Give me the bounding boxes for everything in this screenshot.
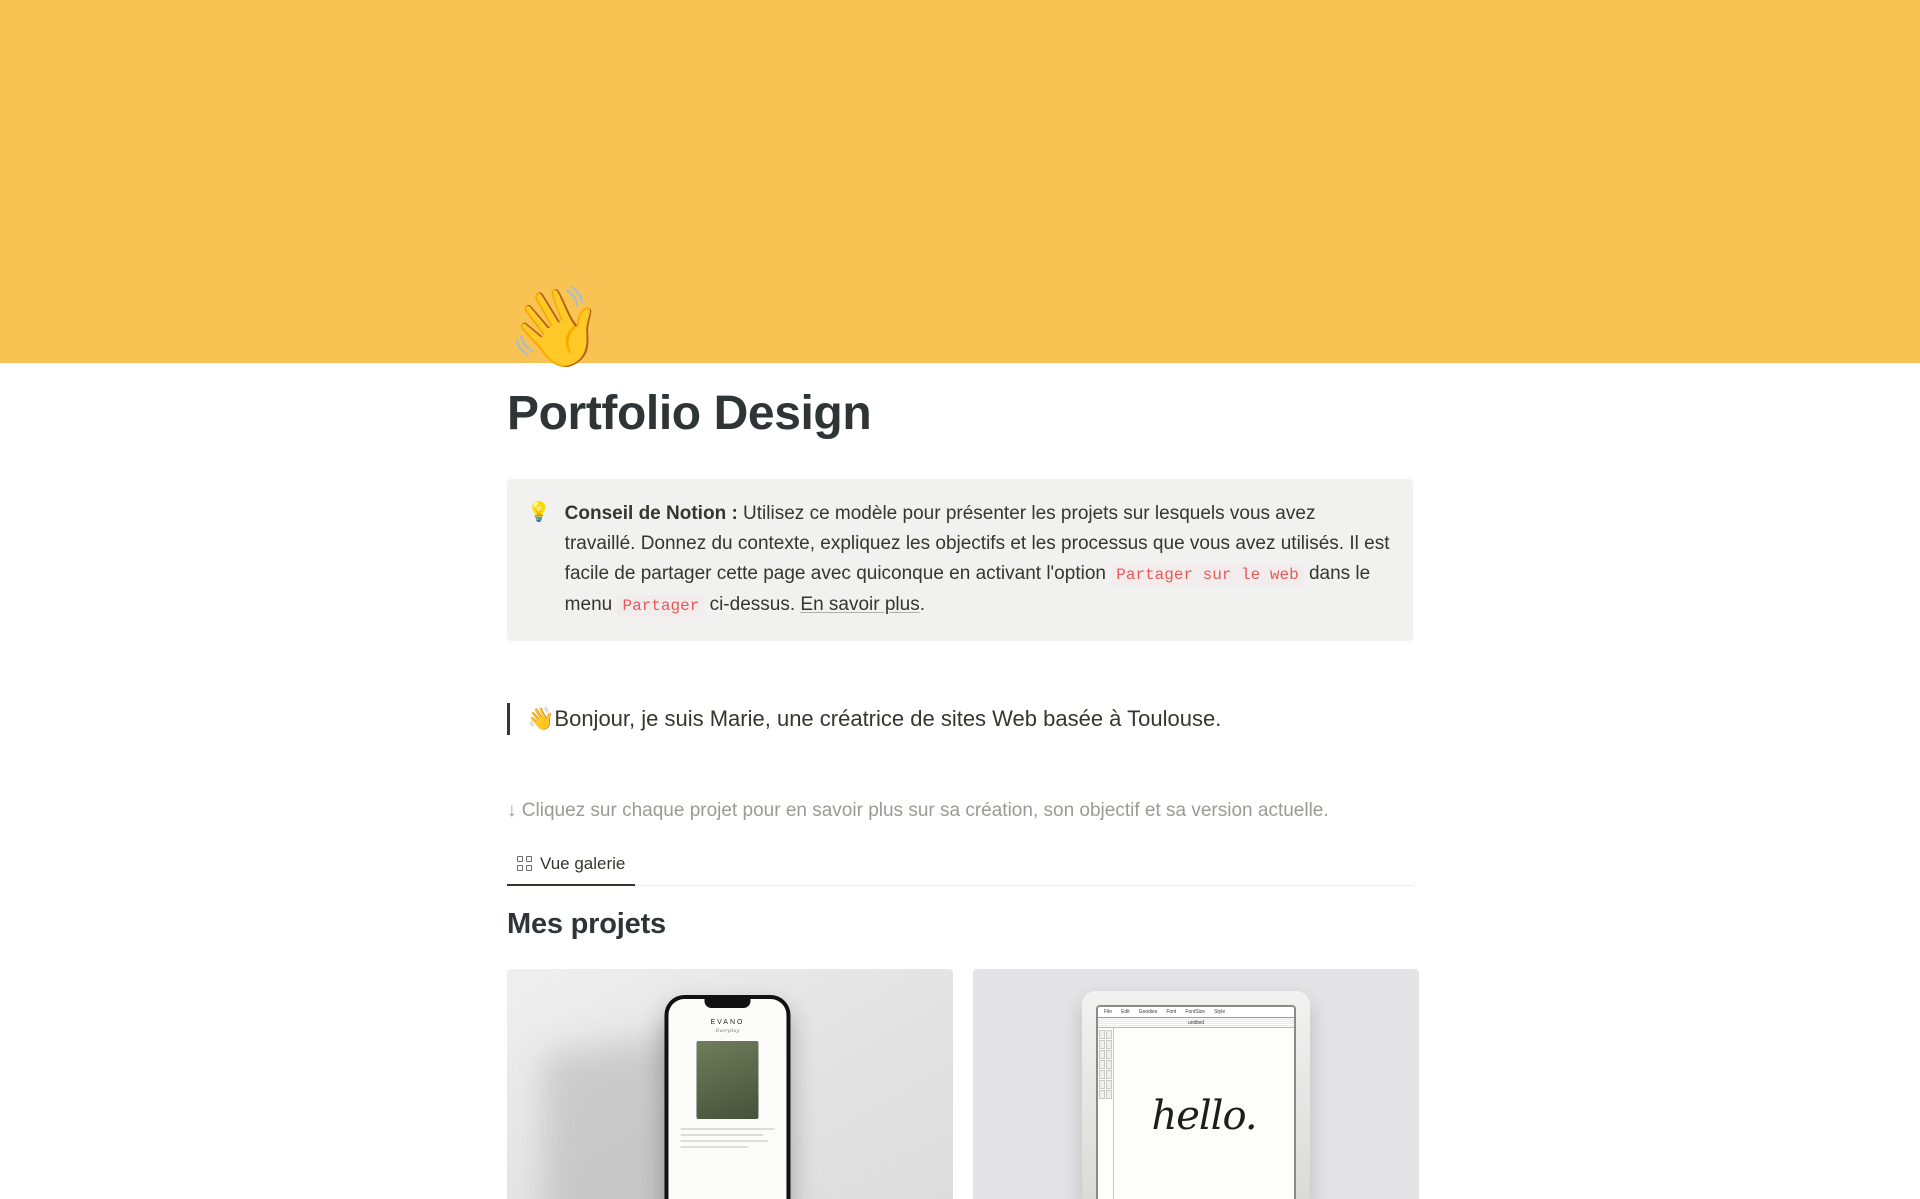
phone-subtitle-label: Everyday <box>715 1027 740 1034</box>
database-view-bar <box>507 848 1413 886</box>
retro-screen <box>1096 1005 1296 1199</box>
retro-menu-edit: Edit <box>1121 1008 1130 1015</box>
page-content <box>507 283 1413 1199</box>
retro-computer-mockup <box>1082 991 1310 1199</box>
notion-tip-callout <box>507 479 1413 641</box>
project-card-phone[interactable] <box>507 969 953 1199</box>
project-card-retro[interactable] <box>973 969 1419 1199</box>
retro-menubar <box>1098 1007 1294 1018</box>
tab-vue-galerie-label: Vue galerie <box>540 853 626 873</box>
callout-text <box>565 499 1391 621</box>
gallery-view-icon <box>517 856 532 871</box>
retro-window-title: untitled <box>1098 1018 1294 1028</box>
phone-hero-image <box>696 1041 758 1119</box>
page-title: Portfolio Design <box>507 387 872 440</box>
light-bulb-icon: 💡 <box>527 501 551 523</box>
callout-body-4: . <box>919 593 926 615</box>
retro-menu-goodies: Goodies <box>1138 1008 1158 1015</box>
gallery-helper-text: ↓ Cliquez sur chaque projet pour en savoir plus sur sa création, son objectif et sa version actuelle. <box>507 799 1329 821</box>
retro-canvas <box>1114 1028 1294 1199</box>
callout-lead: Conseil de Notion : <box>564 502 738 524</box>
retro-menu-font: Font <box>1166 1008 1177 1015</box>
phone-screen <box>668 999 786 1199</box>
waving-hand-emoji: 👋 <box>507 283 605 371</box>
callout-body-2: dans le menu <box>564 562 1371 615</box>
callout-code-share-web: Partager sur le web <box>1111 564 1303 586</box>
intro-quote-text: Bonjour, je suis Marie, une créatrice de sites Web basée à Toulouse. <box>554 705 1222 731</box>
retro-window-body <box>1098 1028 1294 1199</box>
retro-toolbar <box>1098 1028 1114 1199</box>
section-title-mes-projets: Mes projets <box>507 907 666 940</box>
waving-hand-inline-emoji: 👋 <box>527 705 555 731</box>
callout-body-3: ci-dessus. <box>704 593 801 615</box>
retro-menu-fontsize: FontSize <box>1185 1008 1206 1015</box>
tab-vue-galerie[interactable] <box>507 848 635 886</box>
phone-mockup <box>664 995 790 1199</box>
phone-notch <box>704 999 750 1008</box>
retro-menu-style: Style <box>1214 1008 1226 1015</box>
phone-text-placeholder <box>680 1128 774 1148</box>
phone-brand-label: EVANO <box>710 1018 745 1026</box>
learn-more-link[interactable]: En savoir plus <box>800 593 920 615</box>
retro-hello-text: hello. <box>1151 1093 1257 1140</box>
project-gallery <box>507 969 1413 1199</box>
callout-body-1: Utilisez ce modèle pour présenter les projets sur lesquels vous avez travaillé. Donnez du contexte, expliquez les objectifs et les processus que vous avez utilisés. Il est facile de partager cette page avec quiconque en activant l'option <box>564 502 1390 584</box>
retro-menu-file: File <box>1104 1008 1113 1015</box>
intro-quote <box>507 703 1413 735</box>
callout-code-share: Partager <box>617 595 704 617</box>
